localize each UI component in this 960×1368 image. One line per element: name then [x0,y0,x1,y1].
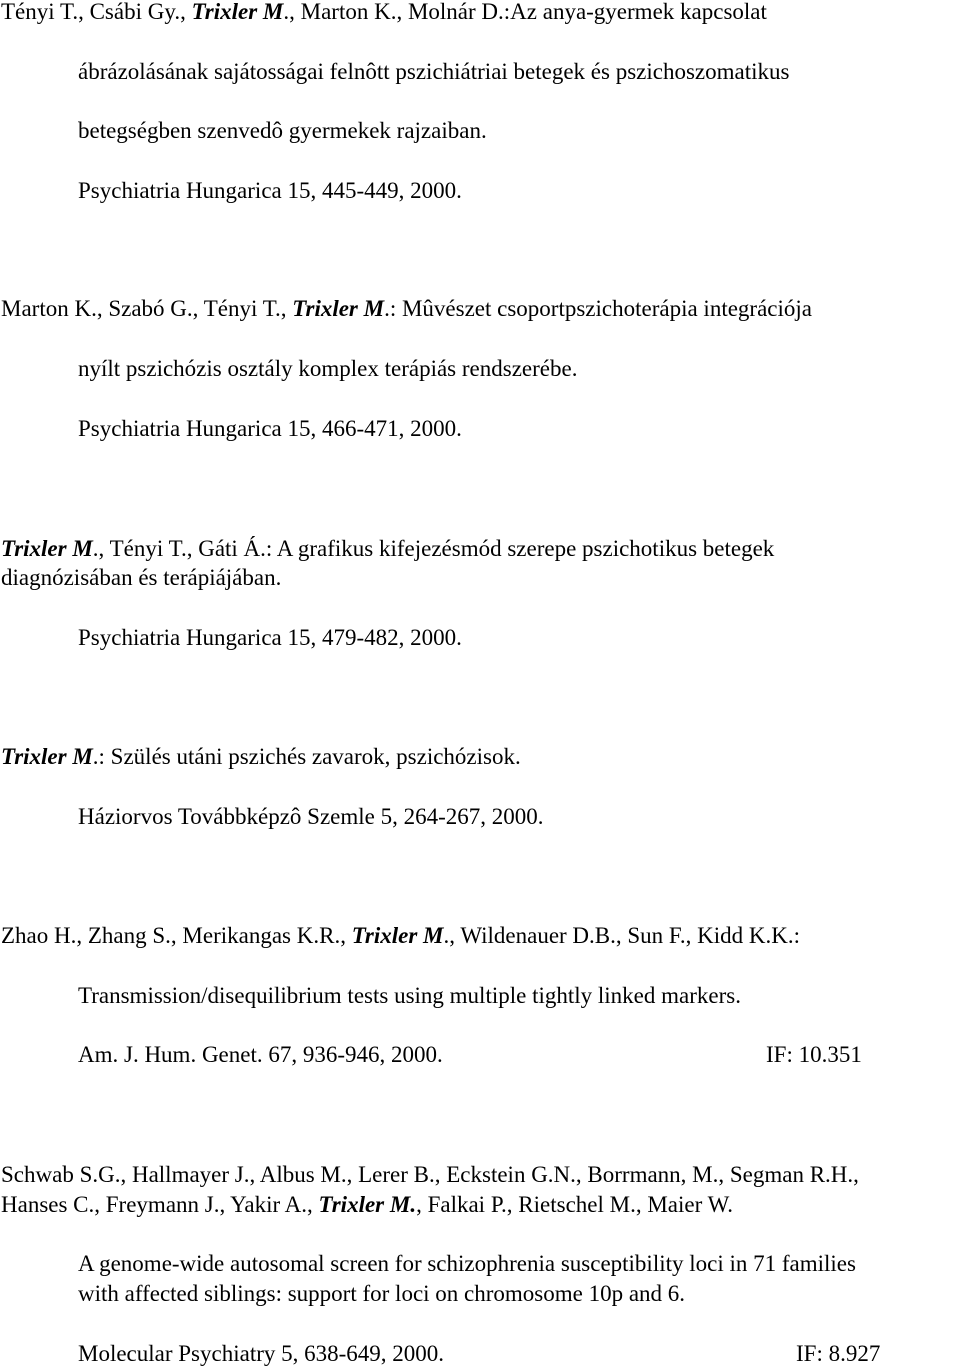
entry-4-author-highlight: Trixler M [1,744,93,769]
entry-1-authors [1,0,767,26]
entry-2-title-line-1: nyílt pszichózis osztály komplex terápiás rendszerébe. [78,356,578,381]
entry-5-authors [1,922,800,950]
entry-2-journal: Psychiatria Hungarica 15, 466-471, 2000. [78,416,462,441]
entry-6-authors-pre: Hanses C., Freymann J., Yakir A., [1,1192,319,1217]
entry-6-authors-post: , Falkai P., Rietschel M., Maier W. [416,1192,733,1217]
entry-4-authors-post: .: Szülés utáni pszichés zavarok, pszichózisok. [92,744,521,769]
entry-4-journal: Háziorvos Továbbképzô Szemle 5, 264-267, 2000. [78,804,544,829]
entry-5-title-line-1: Transmission/disequilibrium tests using multiple tightly linked markers. [78,983,741,1008]
entry-2-authors-post: .: Mûvészet csoportpszichoterápia integrációja [384,296,812,321]
entry-1-authors-post: ., Marton K., Molnár D.:Az anya-gyermek kapcsolat [283,0,767,24]
entry-3-authors [1,535,774,563]
entry-6-authors-line-1: Schwab S.G., Hallmayer J., Albus M., Lerer B., Eckstein G.N., Borrmann, M., Segman R.H., [1,1162,859,1187]
entry-3-authors-post: ., Tényi T., Gáti Á.: A grafikus kifejezésmód szerepe pszichotikus betegek [92,536,775,561]
entry-1-journal: Psychiatria Hungarica 15, 445-449, 2000. [78,178,462,203]
entry-4-authors [1,743,521,771]
entry-5-authors-post: ., Wildenauer D.B., Sun F., Kidd K.K.: [443,923,800,948]
entry-3-title-line-1: diagnózisában és terápiájában. [1,565,282,590]
entry-5-authors-pre: Zhao H., Zhang S., Merikangas K.R., [1,923,352,948]
entry-5-impact-factor: IF: 10.351 [766,1042,862,1067]
entry-6-authors-line-2 [1,1191,733,1219]
entry-6-title-line-2: with affected siblings: support for loci on chromosome 10p and 6. [78,1281,686,1306]
entry-2-authors [1,295,812,323]
entry-5-author-highlight: Trixler M [351,923,444,948]
entry-6-impact-factor: IF: 8.927 [796,1341,881,1366]
entry-5-journal: Am. J. Hum. Genet. 67, 936-946, 2000. [78,1042,443,1067]
entry-1-authors-pre: Tényi T., Csábi Gy., [1,0,192,24]
entry-1-title-line-2: betegségben szenvedô gyermekek rajzaiban. [78,118,487,143]
entry-1-author-highlight: Trixler M [191,0,284,24]
entry-3-journal: Psychiatria Hungarica 15, 479-482, 2000. [78,625,462,650]
entry-2-authors-pre: Marton K., Szabó G., Tényi T., [1,296,293,321]
entry-6-author-highlight: Trixler M. [318,1192,417,1217]
entry-3-author-highlight: Trixler M [1,536,93,561]
entry-1-title-line-1: ábrázolásának sajátosságai felnôtt pszichiátriai betegek és pszichoszomatikus [78,59,790,84]
entry-6-journal: Molecular Psychiatry 5, 638-649, 2000. [78,1341,445,1366]
entry-6-title-line-1: A genome-wide autosomal screen for schizophrenia susceptibility loci in 71 families [78,1251,856,1276]
entry-2-author-highlight: Trixler M [292,296,385,321]
